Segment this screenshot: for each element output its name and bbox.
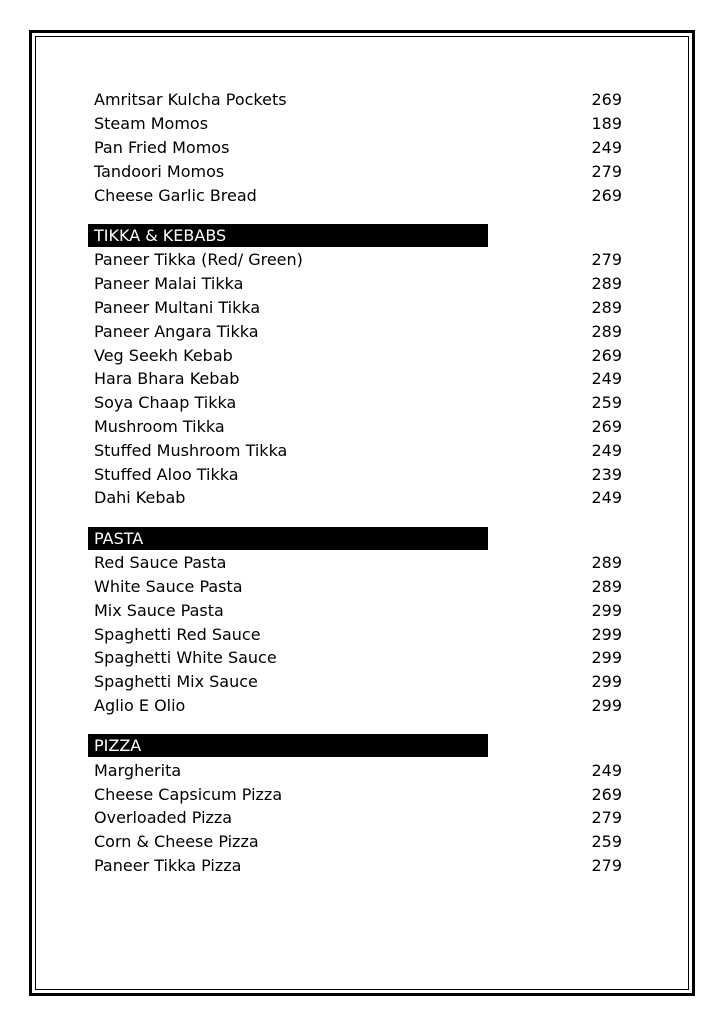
menu-item-price: 269 [591,416,622,436]
menu-item-name: Spaghetti Mix Sauce [94,672,258,692]
menu-item-name: Paneer Angara Tikka [94,321,259,341]
menu-section [88,734,622,877]
menu-item-price: 289 [591,576,622,596]
menu-item-price: 249 [591,440,622,460]
menu-item-name: Margherita [94,760,182,780]
menu-item-row [88,486,622,510]
menu-item-row [88,758,622,782]
menu-item-row [88,367,622,391]
menu-item-price: 249 [591,369,622,389]
menu-item-row [88,136,622,160]
menu-item-price: 299 [591,672,622,692]
section-spacer [88,207,622,224]
menu-item-price: 269 [591,345,622,365]
menu-item-price: 269 [591,185,622,205]
menu-item-price: 299 [591,648,622,668]
section-spacer [88,717,622,734]
menu-item-name: Paneer Malai Tikka [94,274,244,294]
menu-item-price: 279 [591,855,622,875]
menu-item-price: 279 [591,808,622,828]
menu-item-row [88,854,622,878]
menu-item-name: Paneer Tikka (Red/ Green) [94,250,303,270]
menu-item-row [88,806,622,830]
section-spacer [88,510,622,527]
menu-item-price: 289 [591,553,622,573]
menu-item-price: 289 [591,297,622,317]
menu-item-name: Cheese Capsicum Pizza [94,784,283,804]
menu-item-price: 279 [591,250,622,270]
menu-item-row [88,343,622,367]
menu-item-price: 249 [591,760,622,780]
menu-item-price: 189 [591,114,622,134]
menu-item-name: Mix Sauce Pasta [94,600,224,620]
menu-item-price: 289 [591,274,622,294]
menu-item-price: 239 [591,464,622,484]
menu-item-row [88,112,622,136]
menu-item-price: 299 [591,695,622,715]
menu-item-name: Steam Momos [94,114,209,134]
menu-item-row [88,670,622,694]
menu-item-price: 269 [591,90,622,110]
menu-item-row [88,598,622,622]
menu-item-name: Tandoori Momos [94,161,225,181]
menu-item-price: 249 [591,488,622,508]
menu-item-row [88,248,622,272]
section-header: PASTA [88,527,488,550]
menu-content [88,88,622,877]
menu-item-row [88,88,622,112]
menu-item-row [88,646,622,670]
menu-item-row [88,694,622,718]
menu-item-name: Red Sauce Pasta [94,553,227,573]
section-header: PIZZA [88,734,488,757]
menu-item-row [88,575,622,599]
menu-item-price: 269 [591,784,622,804]
menu-item-row [88,782,622,806]
menu-item-row [88,272,622,296]
menu-item-name: Mushroom Tikka [94,416,225,436]
menu-item-price: 279 [591,161,622,181]
menu-item-name: White Sauce Pasta [94,576,243,596]
menu-item-price: 249 [591,137,622,157]
menu-item-name: Stuffed Aloo Tikka [94,464,239,484]
menu-section [88,527,622,718]
menu-item-name: Overloaded Pizza [94,808,233,828]
menu-item-name: Veg Seekh Kebab [94,345,233,365]
menu-item-row [88,319,622,343]
menu-item-row [88,462,622,486]
menu-item-price: 289 [591,321,622,341]
menu-item-price: 259 [591,393,622,413]
menu-item-name: Paneer Multani Tikka [94,297,261,317]
menu-item-name: Dahi Kebab [94,488,186,508]
menu-item-name: Hara Bhara Kebab [94,369,240,389]
menu-item-row [88,296,622,320]
menu-item-row [88,415,622,439]
menu-item-row [88,551,622,575]
menu-item-row [88,830,622,854]
menu-item-name: Soya Chaap Tikka [94,393,237,413]
menu-item-name: Corn & Cheese Pizza [94,832,259,852]
menu-item-name: Paneer Tikka Pizza [94,855,242,875]
menu-item-name: Cheese Garlic Bread [94,185,257,205]
menu-item-name: Stuffed Mushroom Tikka [94,440,288,460]
menu-item-row [88,183,622,207]
menu-section [88,224,622,510]
menu-item-name: Spaghetti Red Sauce [94,624,261,644]
section-header: TIKKA & KEBABS [88,224,488,247]
menu-item-row [88,159,622,183]
menu-item-name: Pan Fried Momos [94,137,230,157]
menu-item-row [88,438,622,462]
menu-item-price: 299 [591,600,622,620]
menu-sections [88,207,622,877]
menu-item-name: Spaghetti White Sauce [94,648,277,668]
menu-item-price: 299 [591,624,622,644]
menu-item-row [88,391,622,415]
menu-item-name: Aglio E Olio [94,695,186,715]
menu-item-row [88,622,622,646]
intro-list [88,88,622,207]
menu-item-price: 259 [591,832,622,852]
menu-item-name: Amritsar Kulcha Pockets [94,90,287,110]
